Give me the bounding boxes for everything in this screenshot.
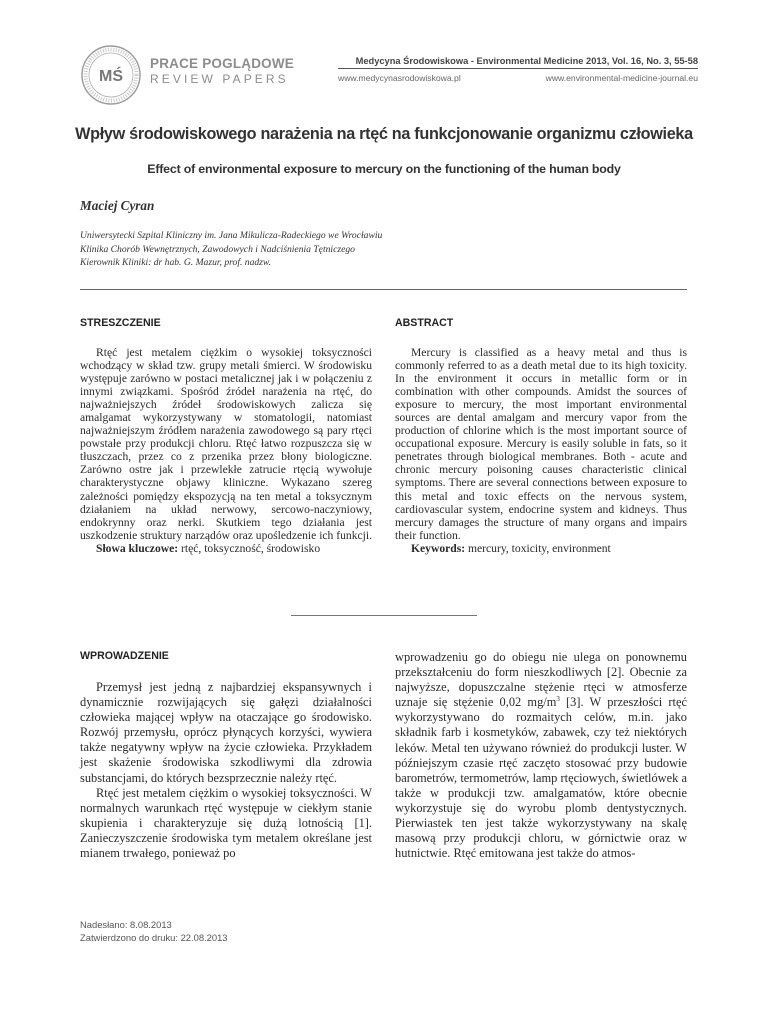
wprowadzenie-paragraph-2: Rtęć jest metalem ciężkim o wysokiej toksyczności. W normalnych warunkach rtęć występuje w ciekłym stanie skupienia i charakteryzuje się dużą lotnością [1]. Zanieczyszczenie środowiska tym metalem określane jest mianem trwałego, ponieważ po — [80, 785, 372, 861]
affiliation-line: Kierownik Kliniki: dr hab. G. Mazur, prof. nadzw. — [80, 257, 271, 268]
affiliation — [80, 229, 382, 270]
review-type-label — [150, 56, 294, 86]
wprowadzenie-heading: WPROWADZENIE — [80, 650, 169, 662]
keywords-value: mercury, toxicity, environment — [468, 541, 611, 555]
author-name: Maciej Cyran — [80, 198, 155, 213]
review-type-en: REVIEW PAPERS — [150, 72, 289, 86]
accepted-date: Zatwierdzono do druku: 22.08.2013 — [80, 932, 228, 943]
affiliation-line: Uniwersytecki Szpital Kliniczny im. Jana Mikulicza-Radeckiego we Wrocławiu — [80, 230, 383, 241]
received-date: Nadesłano: 8.08.2013 — [80, 919, 172, 930]
abstract-body: Mercury is classified as a heavy metal and thus is commonly referred to as a death metal due to its high toxicity. In the environment it occurs in metallic form or in combination with other compounds. Amidst the sources of exposure to mercury, the most important environmental sources are dental amalgam and mercury vapor from the production of chlorine which is the most important source of occupational exposure. Mercury is easily soluble in fats, so it penetrates through biological membranes. Both - acute and chronic mercury poisoning causes characteristic clinical symptoms. There are several connections between exposure to this metal and toxic effects on the nervous system, cardiovascular system, endocrine system and kidneys. Thus mercury damages the structure of many organs and impairs their function. — [395, 346, 687, 542]
wprowadzenie-right-column — [395, 650, 687, 861]
abstract-heading: ABSTRACT — [395, 317, 454, 329]
body-text: wprowadzeniu go do obiegu nie ulega on ponownemu przekształceniu do form nieszkodliwych [2]. Obecnie za najwyższe, dopuszczalne stężenie rtęci w atmosferze uznaje się stężenie 0,02 mg/m — [395, 650, 687, 710]
streszczenie-keywords — [80, 542, 372, 555]
journal-url-en[interactable]: www.environmental-medicine-journal.eu — [545, 73, 698, 83]
abstract-section — [395, 346, 687, 555]
streszczenie-body: Rtęć jest metalem ciężkim o wysokiej toksyczności wchodzący w skład tzw. grupy metali śmierci. W środowisku występuje zarówno w postaci metalicznej jak i w połączeniu z innymi związkami. Spośród źródeł narażenia na rtęć, do najważniejszych źródeł środowiskowych zalicza się amalgamat wykorzystywany w stomatologii, natomiast najważniejszym źródłem narażenia zawodowego są pary rtęci powstałe przy produkcji chloru. Rtęć łatwo rozpuszcza się w tłuszczach, przez co z przenika przez błony biologiczne. Zarówno ostre jak i przewlekłe zatrucie rtęcią wywołuje charakterystyczne objawy kliniczne. Wykazano szereg zależności pomiędzy ekspozycją na ten metal a toksycznym działaniem na układ nerwowy, sercowo-naczyniowy, endokrynny oraz nerki. Skutkiem tego działania jest uszkodzenie struktury narządów oraz upośledzenie ich funkcji. — [80, 346, 372, 542]
abstract-keywords — [395, 542, 687, 555]
keywords-label: Keywords: — [411, 541, 466, 555]
wprowadzenie-paragraph-1: Przemysł jest jedną z najbardziej ekspansywnych i dynamicznie rozwijających się gałęzi działalności człowieka mającej wpływ na otaczające go środowisko. Rozwój przemysłu, oprócz płynących korzyści, wywiera także negatywny wpływ na życie człowieka. Przykładem jest skażenie środowiska szkodliwymi dla zdrowia substancjami, do których bezsprzecznie należy rtęć. — [80, 680, 372, 785]
section-divider — [291, 615, 477, 616]
journal-logo — [80, 44, 142, 106]
affiliation-line: Klinika Chorób Wewnętrznych, Zawodowych i Nadciśnienia Tętniczego — [80, 243, 355, 255]
article-title-pl: Wpływ środowiskowego narażenia na rtęć na funkcjonowanie organizmu człowieka — [75, 125, 693, 143]
keywords-value: rtęć, toksyczność, środowisko — [181, 541, 321, 555]
title-divider — [80, 289, 687, 290]
streszczenie-section — [80, 346, 372, 555]
review-type-pl: PRACE POGLĄDOWE — [150, 56, 295, 71]
submission-dates — [80, 918, 228, 944]
wprowadzenie-paragraph-3 — [395, 650, 687, 861]
journal-url-pl[interactable]: www.medycynasrodowiskowa.pl — [338, 73, 461, 83]
keywords-label: Słowa kluczowe: — [96, 541, 179, 555]
journal-citation: Medycyna Środowiskowa - Environmental Medicine 2013, Vol. 16, No. 3, 55-58 — [355, 56, 698, 66]
article-title-en: Effect of environmental exposure to mercury on the functioning of the human body — [147, 162, 621, 176]
body-text: [3]. W przeszłości rtęć wykorzystywano do rozmaitych celów, m.in. jako składnik farb i kosmetyków, zabawek, czy też niektórych leków. Metal ten używano również do produkcji luster. W późniejszym czasie rtęć zaczęto stosować przy budowie barometrów, termometrów, lamp rtęciowych, świetlówek a także w produkcji tzw. amalgamatów, które obecnie wykorzystuje się do wyrobu plomb dentystycznych. Pierwiastek ten jest także wykorzystywany na skalę masową przy produkcji chloru, w górnictwie oraz w hutnictwie. Rtęć emitowana jest także do atmos- — [395, 695, 687, 861]
svg-text:MŚ: MŚ — [99, 68, 123, 85]
streszczenie-heading: STRESZCZENIE — [80, 317, 161, 329]
superscript: 3 — [556, 695, 560, 704]
header-divider — [338, 68, 698, 69]
wprowadzenie-left-column — [80, 680, 372, 861]
